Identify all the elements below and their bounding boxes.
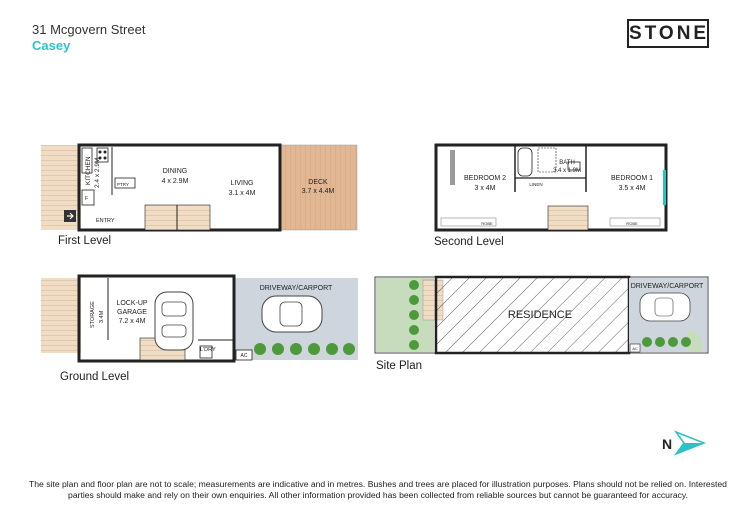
brand-logo: STONE	[627, 19, 709, 48]
storage-size: 3.4M	[99, 310, 105, 323]
dining-label: DINING	[162, 168, 188, 175]
entry-label: ENTRY	[96, 218, 115, 224]
dining-size: 4 x 2.9M	[161, 178, 189, 185]
living-label: LIVING	[230, 180, 254, 187]
second-level-title: Second Level	[434, 236, 504, 248]
garage-car-icon	[155, 292, 193, 350]
property-suburb: Casey	[32, 38, 71, 53]
bath-label: BATH	[559, 160, 575, 166]
deck-label: DECK	[308, 179, 328, 186]
site-driveway-label: DRIVEWAY/CARPORT	[630, 283, 704, 290]
north-compass	[660, 430, 710, 456]
ground-ac-label: AC	[240, 353, 248, 359]
bedroom2-size: 3 x 4M	[474, 185, 496, 192]
garage-size: 7.2 x 4M	[118, 318, 146, 325]
ground-stairs-outside	[41, 278, 81, 353]
ground-level-plan	[41, 276, 358, 361]
residence-label: RESIDENCE	[507, 309, 573, 321]
second-level-plan	[436, 145, 666, 230]
first-level-title: First Level	[58, 235, 112, 247]
pantry-label: PTRY	[117, 182, 129, 187]
bath-size: 3.4 x 1.9M	[552, 168, 582, 174]
deck-size: 3.7 x 4.4M	[301, 188, 335, 195]
site-ac-label: AC	[632, 346, 638, 351]
linen-label: LINEN	[529, 182, 543, 187]
disclaimer-text: The site plan and floor plan are not to scale; measurements are indicative and in metres. Bushes and trees are placed for illustration purposes. Plans should not be relied on. Interested parties should make and rely on their own enquiries. All other information provided has been collected from reliable sources but cannot be guaranteed for accuracy.	[29, 479, 727, 500]
garage-label-line2: GARAGE	[117, 309, 147, 316]
bedroom1-size: 3.5 x 4M	[618, 185, 646, 192]
kitchen-size: 2.4 x 2.9M	[94, 157, 101, 188]
ground-level-title: Ground Level	[60, 371, 130, 383]
fridge-label: F	[85, 196, 89, 202]
bedroom2-label: BEDROOM 2	[463, 175, 507, 182]
north-label: N	[662, 436, 673, 452]
robe-right-label: ROBE	[626, 221, 638, 226]
site-plan	[375, 277, 708, 353]
storage-label: STORAGE	[90, 301, 96, 328]
laundry-label: L'DRY	[200, 347, 216, 353]
garage-label: LOCK-UP	[116, 300, 148, 307]
ground-driveway-label: DRIVEWAY/CARPORT	[259, 285, 333, 292]
living-size: 3.1 x 4M	[228, 190, 256, 197]
robe-left-label: ROBE	[481, 221, 493, 226]
bedroom1-label: BEDROOM 1	[610, 175, 654, 182]
property-address: 31 Mcgovern Street	[32, 22, 146, 37]
kitchen-label: KITCHEN	[85, 156, 92, 185]
site-plan-title: Site Plan	[376, 360, 423, 372]
first-level-plan	[41, 145, 357, 230]
